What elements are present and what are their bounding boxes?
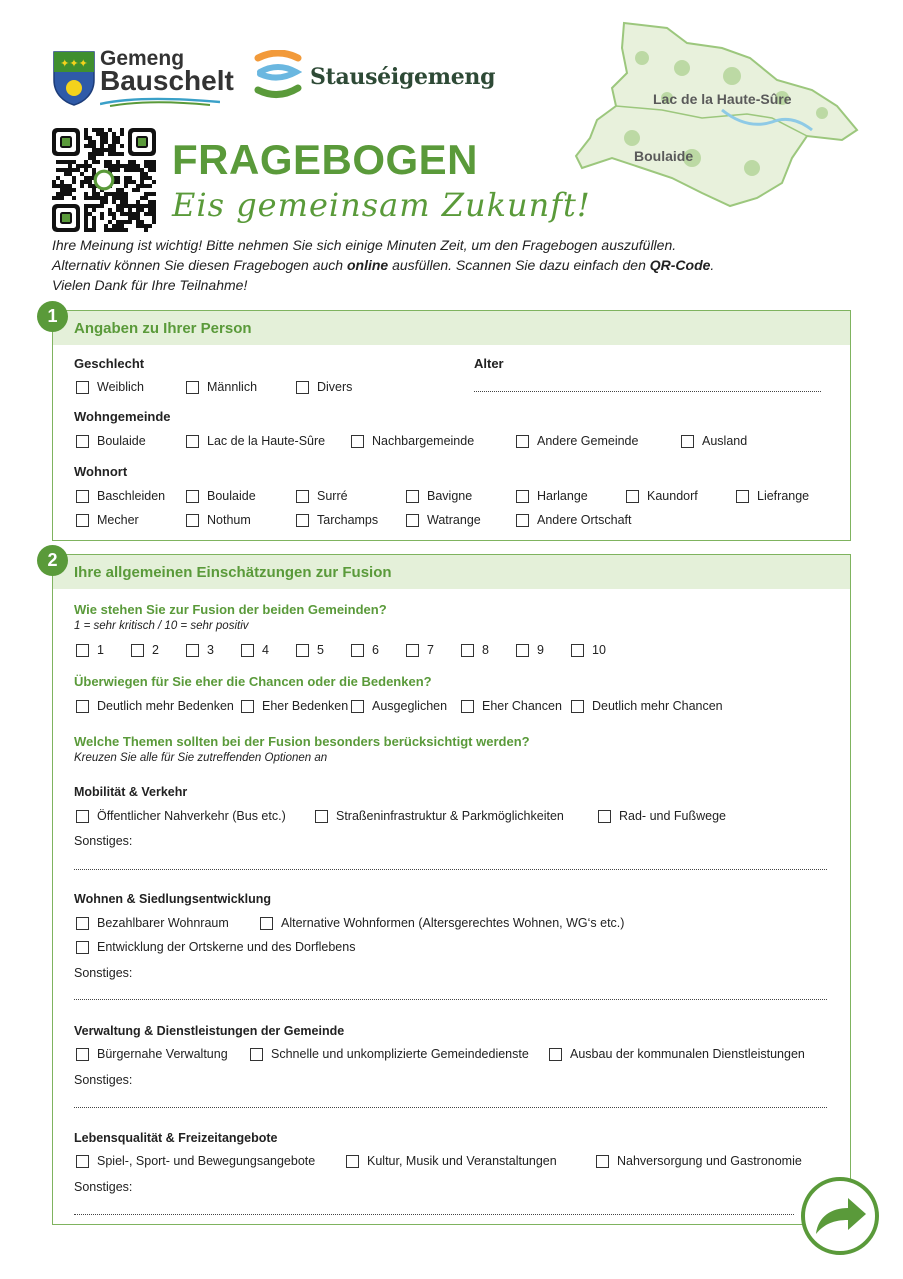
intro-line-2 [52, 255, 852, 275]
checkbox-label: Watrange [427, 513, 481, 527]
checkbox-wo-surre[interactable] [296, 489, 348, 503]
checkbox-label: Deutlich mehr Chancen [592, 699, 723, 713]
checkbox-wo-mecher[interactable] [76, 513, 139, 527]
checkbox-wo-andere[interactable] [516, 513, 632, 527]
rating-label: 3 [207, 643, 214, 657]
checkbox-label: Ausgeglichen [372, 699, 448, 713]
rating-label: 2 [152, 643, 159, 657]
rating-label: 5 [317, 643, 324, 657]
gemeng-label: Gemeng [100, 47, 185, 70]
checkbox-wo-nothum[interactable] [186, 513, 251, 527]
checkbox-kultur[interactable] [346, 1154, 557, 1168]
map-label-lac: Lac de la Haute-Sûre [653, 91, 792, 107]
checkbox-label: Andere Ortschaft [537, 513, 632, 527]
sonstiges-quality-input[interactable] [74, 1214, 794, 1215]
checkbox-label: Baschleiden [97, 489, 166, 503]
question-themes: Welche Themen sollten bei der Fusion besonders berücksichtigt werden? [74, 734, 530, 749]
checkbox-wg-nachbar[interactable] [351, 434, 474, 448]
checkbox-label: Männlich [207, 380, 258, 394]
question-fusion-stance: Wie stehen Sie zur Fusion der beiden Gemeinden? [74, 602, 387, 617]
checkbox-wo-baschleiden[interactable] [76, 489, 165, 503]
checkbox-label: Weiblich [97, 380, 145, 394]
question-hint: 1 = sehr kritisch / 10 = sehr positiv [74, 620, 249, 632]
rating-checkbox-8[interactable] [461, 643, 489, 657]
checkbox-ausgeglichen[interactable] [351, 699, 447, 713]
topic-administration: Verwaltung & Dienstleistungen der Gemeinde [74, 1024, 345, 1038]
rating-checkbox-1[interactable] [76, 643, 104, 657]
intro-line-1: Ihre Meinung ist wichtig! Bitte nehmen Sie sich einige Minuten Zeit, um den Fragebogen auszufüllen. [52, 237, 677, 253]
checkbox-wo-tarchamps[interactable] [296, 513, 378, 527]
checkbox-label: Bürgernahe Verwaltung [97, 1047, 228, 1061]
checkbox-divers[interactable] [296, 380, 352, 394]
checkbox-label: Spiel-, Sport- und Bewegungsangebote [97, 1154, 316, 1168]
intro-qr-code: QR-Code [649, 257, 711, 273]
checkbox-label: Kultur, Musik und Veranstaltungen [367, 1154, 557, 1168]
checkbox-maennlich[interactable] [186, 380, 257, 394]
checkbox-eher-bedenken[interactable] [241, 699, 348, 713]
section-number: 1 [37, 301, 68, 332]
bauschelt-label: Bauschelt [100, 65, 234, 96]
checkbox-wo-liefrange[interactable] [736, 489, 809, 503]
question-hint: Kreuzen Sie alle für Sie zutreffenden Optionen an [74, 752, 328, 764]
rating-label: 6 [372, 643, 379, 657]
intro-line-2-c: ausfüllen. Scannen Sie dazu einfach den [388, 257, 650, 273]
region-map [572, 18, 864, 208]
checkbox-label: Ausbau der kommunalen Dienstleistungen [570, 1047, 805, 1061]
map-label-boulaide: Boulaide [634, 148, 694, 164]
checkbox-wo-bavigne[interactable] [406, 489, 472, 503]
checkbox-label: Nothum [207, 513, 251, 527]
intro-line-3: Vielen Dank für Ihre Teilnahme! [52, 277, 248, 293]
wohnort-label: Wohnort [74, 464, 128, 479]
map-icon [572, 18, 864, 208]
rating-label: 10 [592, 643, 606, 657]
rating-label: 4 [262, 643, 269, 657]
alter-label: Alter [474, 356, 504, 371]
rating-checkbox-4[interactable] [241, 643, 269, 657]
checkbox-wo-boulaide[interactable] [186, 489, 256, 503]
rating-checkbox-10[interactable] [571, 643, 606, 657]
topic-housing: Wohnen & Siedlungsentwicklung [74, 892, 271, 906]
checkbox-label: Nahversorgung und Gastronomie [617, 1154, 802, 1168]
section-title: Angaben zu Ihrer Person [53, 311, 850, 345]
sonstiges-mobility-input[interactable] [74, 869, 827, 870]
sonstiges-label: Sonstiges: [74, 834, 133, 848]
checkbox-label: Deutlich mehr Bedenken [97, 699, 234, 713]
checkbox-oepnv[interactable] [76, 809, 286, 823]
checkbox-deutlich-chancen[interactable] [571, 699, 723, 713]
checkbox-label: Boulaide [97, 434, 146, 448]
section-fusion-assessment [47, 550, 851, 1225]
checkbox-buergernah[interactable] [76, 1047, 228, 1061]
checkbox-label: Divers [317, 380, 353, 394]
checkbox-label: Rad- und Fußwege [619, 809, 727, 823]
qr-code-icon [52, 128, 156, 232]
checkbox-wo-harlange[interactable] [516, 489, 588, 503]
checkbox-radwege[interactable] [598, 809, 726, 823]
rating-checkbox-3[interactable] [186, 643, 214, 657]
checkbox-label: Schnelle und unkomplizierte Gemeindedienste [271, 1047, 529, 1061]
page-title: FRAGEBOGEN [172, 136, 479, 183]
next-arrow-icon [800, 1176, 880, 1256]
sonstiges-housing-input[interactable] [74, 999, 827, 1000]
rating-checkbox-2[interactable] [131, 643, 159, 657]
checkbox-wg-andere[interactable] [516, 434, 638, 448]
svg-text:✦✦✦: ✦✦✦ [60, 58, 88, 70]
question-chances-concerns: Überwiegen für Sie eher die Chancen oder die Bedenken? [74, 674, 432, 689]
page-subtitle: Eis gemeinsam Zukunft! [172, 186, 591, 224]
checkbox-label: Eher Chancen [482, 699, 562, 713]
stauseigemeng-logo [254, 50, 496, 102]
checkbox-label: Eher Bedenken [262, 699, 349, 713]
checkbox-label: Bavigne [427, 489, 473, 503]
sonstiges-label: Sonstiges: [74, 1180, 133, 1194]
rating-label: 8 [482, 643, 489, 657]
checkbox-gemeindedienste[interactable] [250, 1047, 529, 1061]
checkbox-wg-boulaide[interactable] [76, 434, 146, 448]
rating-checkbox-6[interactable] [351, 643, 379, 657]
next-page-button[interactable] [800, 1176, 880, 1256]
checkbox-label: Harlange [537, 489, 588, 503]
checkbox-strassen[interactable] [315, 809, 564, 823]
rating-checkbox-9[interactable] [516, 643, 544, 657]
section-number: 2 [37, 545, 68, 576]
checkbox-wo-kaundorf[interactable] [626, 489, 698, 503]
checkbox-label: Entwicklung der Ortskerne und des Dorflebens [97, 940, 356, 954]
rating-checkbox-5[interactable] [296, 643, 324, 657]
rating-label: 9 [537, 643, 544, 657]
sonstiges-administration-input[interactable] [74, 1107, 827, 1108]
checkbox-label: Alternative Wohnformen (Altersgerechtes Wohnen, WG‘s etc.) [281, 916, 625, 930]
checkbox-alternative-wohnformen[interactable] [260, 916, 624, 930]
intro-line-2-a: Alternativ können Sie diesen Fragebogen auch [52, 257, 347, 273]
checkbox-weiblich[interactable] [76, 380, 144, 394]
qr-code[interactable] [52, 128, 156, 232]
stauseigemeng-label: Stauséigemeng [310, 64, 496, 90]
section-title: Ihre allgemeinen Einschätzungen zur Fusion [53, 555, 850, 589]
logo-swoosh-icon [100, 97, 220, 107]
rating-label: 7 [427, 643, 434, 657]
intro-text [52, 235, 852, 295]
checkbox-ortskerne[interactable] [76, 940, 355, 954]
checkbox-bezahlbar[interactable] [76, 916, 229, 930]
checkbox-nahversorgung[interactable] [596, 1154, 802, 1168]
checkbox-wg-ausland[interactable] [681, 434, 747, 448]
sonstiges-label: Sonstiges: [74, 966, 133, 980]
checkbox-sport[interactable] [76, 1154, 315, 1168]
checkbox-eher-chancen[interactable] [461, 699, 562, 713]
intro-line-2-e: . [710, 257, 715, 273]
checkbox-wg-lac[interactable] [186, 434, 325, 448]
checkbox-label: Kaundorf [647, 489, 698, 503]
checkbox-label: Liefrange [757, 489, 810, 503]
checkbox-label: Tarchamps [317, 513, 379, 527]
alter-input[interactable] [474, 391, 821, 392]
topic-mobility: Mobilität & Verkehr [74, 785, 188, 799]
gemeng-bauschelt-logo [52, 48, 237, 110]
checkbox-label: Lac de la Haute-Sûre [207, 434, 326, 448]
checkbox-label: Öffentlicher Nahverkehr (Bus etc.) [97, 809, 286, 823]
checkbox-deutlich-bedenken[interactable] [76, 699, 234, 713]
wohngemeinde-label: Wohngemeinde [74, 409, 171, 424]
checkbox-label: Bezahlbarer Wohnraum [97, 916, 229, 930]
checkbox-wo-watrange[interactable] [406, 513, 481, 527]
sonstiges-label: Sonstiges: [74, 1073, 133, 1087]
rating-label: 1 [97, 643, 104, 657]
intro-online: online [346, 257, 389, 273]
checkbox-label: Nachbargemeinde [372, 434, 475, 448]
topic-quality-of-life: Lebensqualität & Freizeitangebote [74, 1131, 278, 1145]
checkbox-dienstleistungen[interactable] [549, 1047, 805, 1061]
section-personal-info [47, 306, 851, 541]
checkbox-label: Boulaide [207, 489, 256, 503]
geschlecht-label: Geschlecht [74, 356, 145, 371]
coat-of-arms-icon [52, 50, 96, 106]
checkbox-label: Surré [317, 489, 348, 503]
rating-checkbox-7[interactable] [406, 643, 434, 657]
wave-logo-icon [254, 50, 302, 100]
checkbox-label: Mecher [97, 513, 139, 527]
checkbox-label: Andere Gemeinde [537, 434, 639, 448]
checkbox-label: Straßeninfrastruktur & Parkmöglichkeiten [336, 809, 564, 823]
checkbox-label: Ausland [702, 434, 748, 448]
